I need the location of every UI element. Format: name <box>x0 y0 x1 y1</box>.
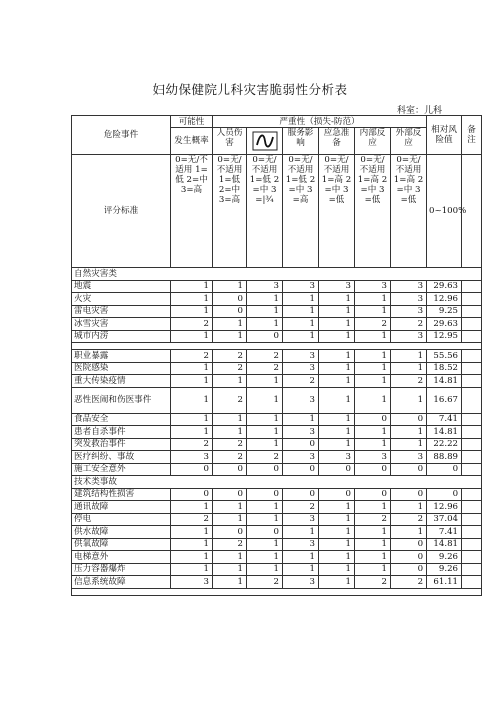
category-row <box>72 476 482 489</box>
notes-cell <box>462 413 482 426</box>
score-p: 2 <box>171 438 213 451</box>
score-pr: 1 <box>247 413 283 426</box>
score-p: 2 <box>171 350 213 363</box>
wave-icon <box>252 131 278 151</box>
score-e: 1 <box>319 576 355 589</box>
score-p: 1 <box>171 501 213 514</box>
table-row <box>72 426 482 439</box>
hazard-name: 建筑结构性损害 <box>72 488 171 501</box>
table-row <box>72 513 482 526</box>
score-ex: 3 <box>391 451 427 464</box>
score-pr: 1 <box>247 513 283 526</box>
risk-value: 29.63 <box>427 318 462 331</box>
score-pr: 3 <box>247 280 283 293</box>
score-i: 1 <box>213 330 247 343</box>
score-p: 1 <box>171 563 213 576</box>
table-row <box>72 576 482 589</box>
score-pr: 1 <box>247 501 283 514</box>
notes-cell <box>462 551 482 564</box>
header-internal: 内部反应 <box>355 128 391 155</box>
score-ex: 1 <box>391 526 427 539</box>
criteria-probability: 0=无/不适用 1=低 2=中 3=高 <box>171 155 213 268</box>
score-i: 1 <box>213 501 247 514</box>
table-row <box>72 451 482 464</box>
score-i: 1 <box>213 576 247 589</box>
risk-value: 22.22 <box>427 438 462 451</box>
table-row <box>72 280 482 293</box>
score-ex: 3 <box>391 280 427 293</box>
score-pr: 1 <box>247 538 283 551</box>
spacer-cell <box>72 588 482 595</box>
score-i: 0 <box>213 463 247 476</box>
hazard-name: 供水故障 <box>72 526 171 539</box>
score-in: 2 <box>355 576 391 589</box>
hazard-vulnerability-table <box>71 115 482 596</box>
score-pr: 0 <box>247 488 283 501</box>
risk-value: 37.04 <box>427 513 462 526</box>
score-in: 1 <box>355 305 391 318</box>
score-pr: 0 <box>247 526 283 539</box>
notes-cell <box>462 451 482 464</box>
notes-cell <box>462 362 482 375</box>
score-s: 1 <box>283 563 319 576</box>
notes-cell <box>462 513 482 526</box>
score-s: 1 <box>283 551 319 564</box>
score-s: 3 <box>283 451 319 464</box>
score-p: 1 <box>171 538 213 551</box>
score-p: 1 <box>171 280 213 293</box>
score-e: 1 <box>319 413 355 426</box>
table-row <box>72 350 482 363</box>
table-row <box>72 330 482 343</box>
notes-cell <box>462 538 482 551</box>
score-s: 3 <box>283 280 319 293</box>
score-ex: 1 <box>391 362 427 375</box>
risk-value: 9.25 <box>427 305 462 318</box>
criteria-risk: 0~100% <box>427 155 462 268</box>
score-e: 0 <box>319 463 355 476</box>
table-row <box>72 551 482 564</box>
score-s: 3 <box>283 538 319 551</box>
score-e: 1 <box>319 513 355 526</box>
header-property-icon <box>247 128 283 155</box>
score-s: 0 <box>283 488 319 501</box>
hazard-name: 通讯故障 <box>72 501 171 514</box>
score-s: 1 <box>283 526 319 539</box>
score-in: 0 <box>355 463 391 476</box>
score-in: 1 <box>355 330 391 343</box>
score-in: 0 <box>355 488 391 501</box>
score-i: 2 <box>213 438 247 451</box>
table-row <box>72 387 482 413</box>
score-in: 1 <box>355 426 391 439</box>
score-pr: 1 <box>247 318 283 331</box>
score-s: 3 <box>283 513 319 526</box>
score-i: 2 <box>213 387 247 413</box>
header-hazard: 危险事件 <box>72 116 171 155</box>
score-s: 3 <box>283 576 319 589</box>
header-service: 服务影响 <box>283 128 319 155</box>
score-i: 2 <box>213 538 247 551</box>
score-ex: 2 <box>391 318 427 331</box>
score-ex: 1 <box>391 350 427 363</box>
header-severity: 严重性（损失-防范） <box>213 116 427 128</box>
score-in: 1 <box>355 551 391 564</box>
score-s: 3 <box>283 350 319 363</box>
score-ex: 3 <box>391 305 427 318</box>
risk-value: 14.81 <box>427 426 462 439</box>
header-risk: 相对风险值 <box>427 116 462 155</box>
score-pr: 2 <box>247 350 283 363</box>
hazard-name: 地震 <box>72 280 171 293</box>
score-p: 1 <box>171 426 213 439</box>
score-in: 2 <box>355 318 391 331</box>
score-s: 1 <box>283 413 319 426</box>
table-row <box>72 293 482 306</box>
score-p: 2 <box>171 513 213 526</box>
score-i: 0 <box>213 305 247 318</box>
page-title: 妇幼保健院儿科灾害脆弱性分析表 <box>152 82 348 97</box>
criteria-property: 0=无/不适用 1=低 2=中 3=|¾ <box>247 155 283 268</box>
hazard-name: 职业暴露 <box>72 350 171 363</box>
hazard-name: 医疗纠纷、事故 <box>72 451 171 464</box>
risk-value: 9.26 <box>427 551 462 564</box>
score-pr: 2 <box>247 576 283 589</box>
hazard-name: 城市内涝 <box>72 330 171 343</box>
notes-cell <box>462 387 482 413</box>
score-p: 1 <box>171 387 213 413</box>
score-i: 1 <box>213 551 247 564</box>
hazard-name: 火灾 <box>72 293 171 306</box>
table-row <box>72 563 482 576</box>
score-p: 1 <box>171 526 213 539</box>
risk-value: 14.81 <box>427 375 462 388</box>
score-e: 1 <box>319 526 355 539</box>
score-e: 1 <box>319 538 355 551</box>
score-i: 0 <box>213 488 247 501</box>
score-pr: 2 <box>247 362 283 375</box>
score-i: 2 <box>213 362 247 375</box>
score-in: 1 <box>355 501 391 514</box>
score-s: 2 <box>283 501 319 514</box>
header-external: 外部反应 <box>391 128 427 155</box>
score-p: 1 <box>171 375 213 388</box>
table-row <box>72 538 482 551</box>
table-row <box>72 526 482 539</box>
risk-value: 61.11 <box>427 576 462 589</box>
score-e: 1 <box>319 551 355 564</box>
category-label: 技术类事故 <box>72 476 482 489</box>
score-i: 1 <box>213 513 247 526</box>
hazard-name: 冰雪灾害 <box>72 318 171 331</box>
score-ex: 2 <box>391 375 427 388</box>
notes-cell <box>462 488 482 501</box>
score-ex: 1 <box>391 387 427 413</box>
hazard-name: 突发救治事件 <box>72 438 171 451</box>
score-in: 3 <box>355 451 391 464</box>
score-pr: 0 <box>247 330 283 343</box>
score-e: 3 <box>319 280 355 293</box>
score-e: 1 <box>319 563 355 576</box>
score-pr: 1 <box>247 438 283 451</box>
score-in: 1 <box>355 538 391 551</box>
score-in: 3 <box>355 280 391 293</box>
notes-cell <box>462 293 482 306</box>
score-in: 1 <box>355 438 391 451</box>
table-row <box>72 463 482 476</box>
score-in: 2 <box>355 513 391 526</box>
risk-value: 0 <box>427 488 462 501</box>
score-s: 3 <box>283 387 319 413</box>
score-p: 1 <box>171 293 213 306</box>
score-i: 1 <box>213 413 247 426</box>
risk-value: 0 <box>427 463 462 476</box>
score-e: 0 <box>319 488 355 501</box>
score-in: 0 <box>355 413 391 426</box>
notes-cell <box>462 318 482 331</box>
risk-value: 12.95 <box>427 330 462 343</box>
notes-cell <box>462 463 482 476</box>
score-e: 1 <box>319 387 355 413</box>
table-row <box>72 375 482 388</box>
score-pr: 1 <box>247 563 283 576</box>
score-s: 1 <box>283 305 319 318</box>
category-row <box>72 268 482 281</box>
score-p: 3 <box>171 451 213 464</box>
score-i: 1 <box>213 563 247 576</box>
risk-value: 29.63 <box>427 280 462 293</box>
score-p: 1 <box>171 305 213 318</box>
hazard-name: 停电 <box>72 513 171 526</box>
score-i: 1 <box>213 280 247 293</box>
score-p: 2 <box>171 318 213 331</box>
criteria-injury: 0=无/不适用 1=低 2=中 3=高 <box>213 155 247 268</box>
score-i: 0 <box>213 293 247 306</box>
risk-value: 7.41 <box>427 526 462 539</box>
score-ex: 0 <box>391 463 427 476</box>
score-pr: 1 <box>247 551 283 564</box>
score-p: 0 <box>171 488 213 501</box>
header-probability: 发生概率 <box>171 128 213 155</box>
criteria-preparedness: 0=无/不适用 1=高 2=中 3=低 <box>319 155 355 268</box>
table-row <box>72 501 482 514</box>
score-in: 1 <box>355 350 391 363</box>
header-preparedness: 应急准备 <box>319 128 355 155</box>
score-in: 1 <box>355 563 391 576</box>
score-in: 1 <box>355 375 391 388</box>
score-s: 2 <box>283 375 319 388</box>
score-e: 1 <box>319 330 355 343</box>
hazard-name: 患者自杀事件 <box>72 426 171 439</box>
score-s: 1 <box>283 318 319 331</box>
score-in: 1 <box>355 387 391 413</box>
score-i: 0 <box>213 526 247 539</box>
risk-value: 12.96 <box>427 293 462 306</box>
score-in: 1 <box>355 362 391 375</box>
hazard-name: 供氧故障 <box>72 538 171 551</box>
hazard-name: 重大传染疫情 <box>72 375 171 388</box>
score-e: 1 <box>319 305 355 318</box>
score-e: 1 <box>319 362 355 375</box>
score-s: 0 <box>283 463 319 476</box>
score-e: 1 <box>319 438 355 451</box>
notes-cell <box>462 426 482 439</box>
notes-cell <box>462 350 482 363</box>
risk-value: 55.56 <box>427 350 462 363</box>
score-i: 1 <box>213 375 247 388</box>
score-e: 1 <box>319 350 355 363</box>
risk-value: 9.26 <box>427 563 462 576</box>
score-i: 2 <box>213 350 247 363</box>
score-ex: 2 <box>391 576 427 589</box>
score-pr: 2 <box>247 451 283 464</box>
score-e: 1 <box>319 501 355 514</box>
notes-cell <box>462 305 482 318</box>
score-pr: 1 <box>247 293 283 306</box>
header-possibility: 可能性 <box>171 116 213 128</box>
hazard-name: 压力容器爆炸 <box>72 563 171 576</box>
spacer-row <box>72 343 482 350</box>
risk-value: 18.52 <box>427 362 462 375</box>
score-ex: 1 <box>391 426 427 439</box>
score-p: 1 <box>171 413 213 426</box>
score-pr: 1 <box>247 375 283 388</box>
header-injury: 人员伤害 <box>213 128 247 155</box>
score-ex: 0 <box>391 488 427 501</box>
score-in: 1 <box>355 293 391 306</box>
score-e: 1 <box>319 293 355 306</box>
score-p: 3 <box>171 576 213 589</box>
notes-cell <box>462 563 482 576</box>
notes-cell <box>462 280 482 293</box>
risk-value: 88.89 <box>427 451 462 464</box>
score-s: 1 <box>283 293 319 306</box>
score-ex: 0 <box>391 413 427 426</box>
notes-cell <box>462 576 482 589</box>
criteria-label: 评分标准 <box>72 155 171 268</box>
table-row <box>72 413 482 426</box>
hazard-name: 信息系统故障 <box>72 576 171 589</box>
score-p: 1 <box>171 551 213 564</box>
score-pr: 1 <box>247 305 283 318</box>
score-p: 1 <box>171 362 213 375</box>
table-row <box>72 362 482 375</box>
spacer-row <box>72 588 482 595</box>
score-ex: 0 <box>391 538 427 551</box>
notes-cell <box>462 330 482 343</box>
risk-value: 16.67 <box>427 387 462 413</box>
score-i: 2 <box>213 451 247 464</box>
score-pr: 1 <box>247 426 283 439</box>
notes-cell <box>462 375 482 388</box>
score-ex: 0 <box>391 563 427 576</box>
score-s: 1 <box>283 330 319 343</box>
score-p: 1 <box>171 330 213 343</box>
score-e: 1 <box>319 426 355 439</box>
notes-cell <box>462 501 482 514</box>
score-ex: 3 <box>391 330 427 343</box>
hazard-name: 恶性医闹和伤医事件 <box>72 387 171 413</box>
score-e: 1 <box>319 375 355 388</box>
score-ex: 1 <box>391 438 427 451</box>
score-e: 3 <box>319 451 355 464</box>
score-s: 3 <box>283 426 319 439</box>
score-pr: 0 <box>247 463 283 476</box>
spacer-cell <box>72 343 482 350</box>
table-row <box>72 318 482 331</box>
score-i: 1 <box>213 426 247 439</box>
criteria-internal: 0=无/不适用 1=高 2=中 3=低 <box>355 155 391 268</box>
score-ex: 3 <box>391 293 427 306</box>
score-ex: 2 <box>391 513 427 526</box>
table-row <box>72 488 482 501</box>
table-row <box>72 438 482 451</box>
risk-value: 7.41 <box>427 413 462 426</box>
notes-cell <box>462 438 482 451</box>
risk-value: 12.96 <box>427 501 462 514</box>
score-ex: 1 <box>391 501 427 514</box>
score-s: 3 <box>283 362 319 375</box>
department-label: 科室：儿科 <box>396 106 442 116</box>
score-pr: 1 <box>247 387 283 413</box>
hazard-name: 医院感染 <box>72 362 171 375</box>
score-i: 1 <box>213 318 247 331</box>
score-s: 0 <box>283 438 319 451</box>
hazard-name: 电梯意外 <box>72 551 171 564</box>
hazard-name: 雷电灾害 <box>72 305 171 318</box>
criteria-service: 0=无/不适用 1=低 2=中 3=高 <box>283 155 319 268</box>
header-notes: 备注 <box>462 116 482 155</box>
criteria-external: 0=无/不适用 1=高 2=中 3=低 <box>391 155 427 268</box>
risk-value: 14.81 <box>427 538 462 551</box>
score-ex: 0 <box>391 551 427 564</box>
score-e: 1 <box>319 318 355 331</box>
table-row <box>72 305 482 318</box>
hazard-name: 施工安全意外 <box>72 463 171 476</box>
score-in: 1 <box>355 526 391 539</box>
hazard-name: 食品安全 <box>72 413 171 426</box>
score-p: 0 <box>171 463 213 476</box>
category-label: 自然灾害类 <box>72 268 482 281</box>
notes-cell <box>462 526 482 539</box>
